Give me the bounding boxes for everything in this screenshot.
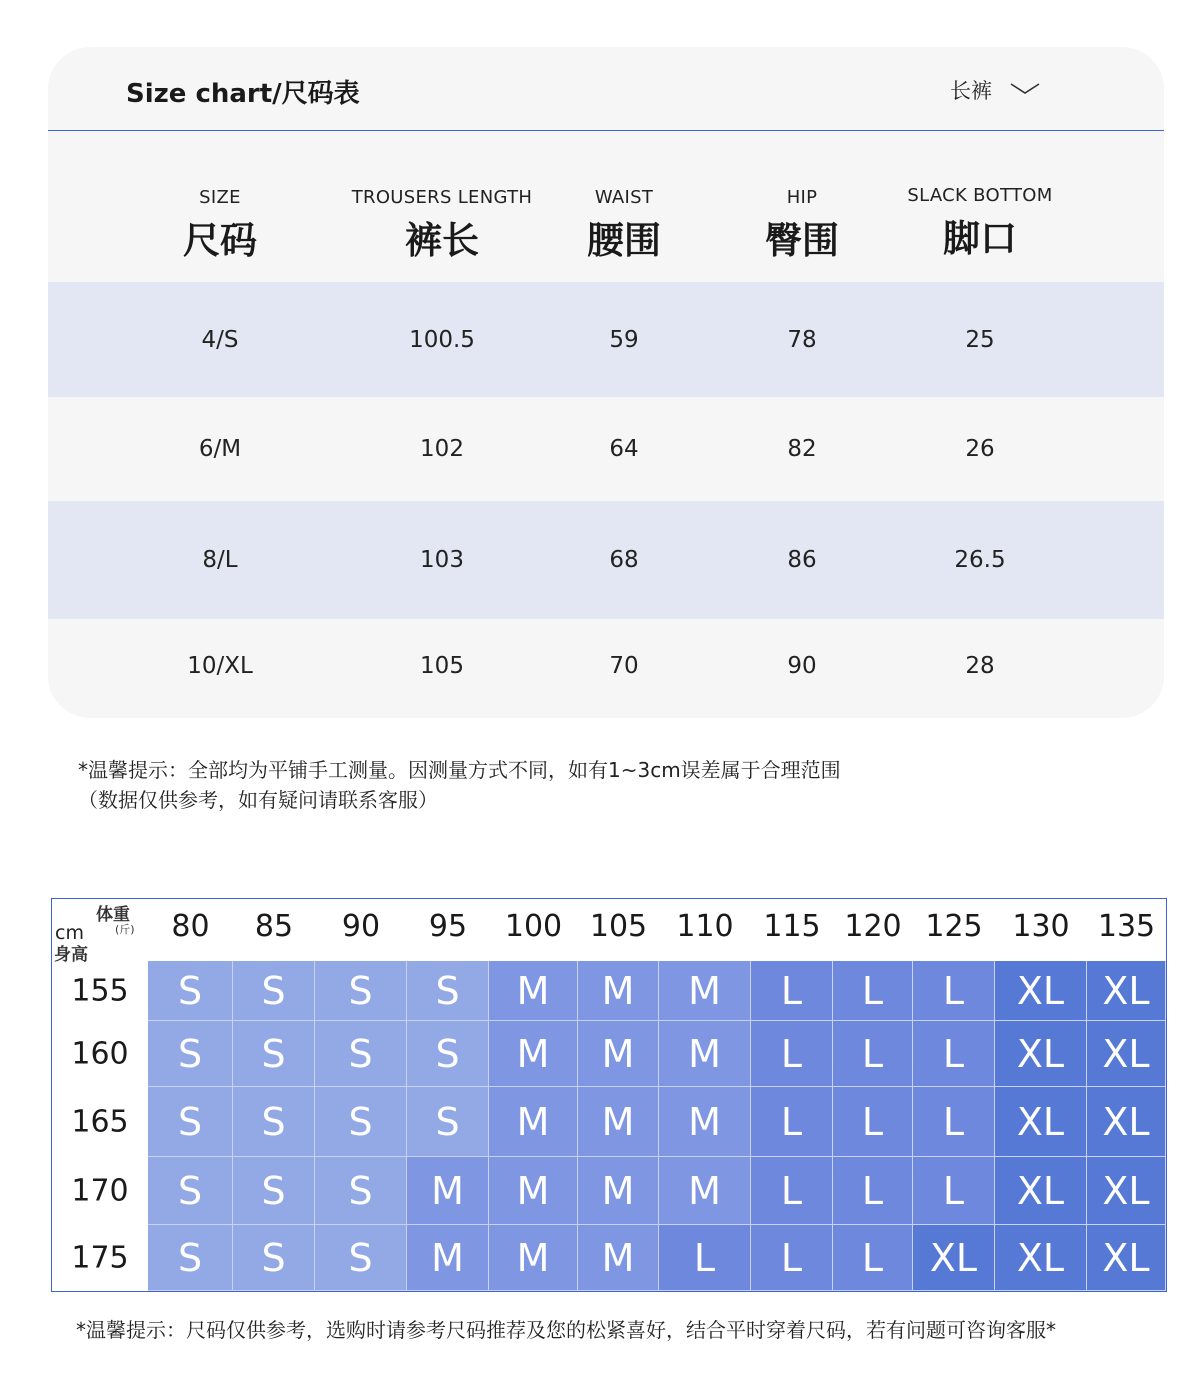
height-unit-label: cm — [55, 922, 84, 944]
weight-unit-label: (斤) — [115, 923, 135, 936]
recommended-size-cell: M — [659, 1021, 751, 1087]
recommended-size-cell: S — [233, 1021, 315, 1087]
recommended-size-cell: S — [315, 1087, 407, 1157]
height-row-label: 170 — [71, 1173, 129, 1209]
size-chart-header — [48, 47, 1164, 131]
weight-column-label: 105 — [589, 909, 648, 944]
weight-column-label: 90 — [341, 909, 381, 944]
column-header-hip: HIP 臀围 — [765, 187, 839, 262]
recommended-size-cell: S — [233, 1087, 315, 1157]
recommended-size-cell: S — [148, 1225, 233, 1291]
size-recommendation-grid — [51, 898, 1167, 1292]
weight-axis-label: 体重 — [96, 905, 130, 925]
recommended-size-cell: S — [148, 1157, 233, 1225]
recommended-size-cell: L — [751, 1021, 833, 1087]
recommended-size-cell: L — [751, 961, 833, 1021]
weight-column-label: 80 — [171, 909, 210, 944]
recommended-size-cell: S — [233, 961, 315, 1021]
recommended-size-cell: L — [913, 1157, 995, 1225]
recommended-size-cell: S — [315, 1157, 407, 1225]
recommended-size-cell: L — [751, 1157, 833, 1225]
height-row-label: 165 — [71, 1104, 129, 1140]
recommended-size-cell: M — [578, 961, 659, 1021]
garment-type-label: 长裤 — [950, 79, 992, 103]
table-row: 6/M 102 64 82 26 — [198, 436, 995, 462]
recommended-size-cell: M — [489, 1157, 578, 1225]
table-row: 4/S 100.5 59 78 25 — [48, 282, 1164, 397]
recommended-size-cell: S — [148, 1087, 233, 1157]
recommended-size-cell: M — [659, 1157, 751, 1225]
weight-column-label: 115 — [763, 909, 821, 944]
recommended-size-cell: S — [407, 961, 489, 1021]
recommended-size-cell: XL — [1087, 1225, 1166, 1291]
recommended-size-cell: M — [659, 961, 751, 1021]
measurement-note: *温馨提示：全部均为平铺手工测量。因测量方式不同，如有1~3cm误差属于合理范围 — [78, 758, 841, 782]
recommended-size-cell: XL — [1087, 1157, 1166, 1225]
recommended-size-cell: L — [833, 1021, 913, 1087]
recommended-size-cell: XL — [1087, 1021, 1166, 1087]
weight-column-label: 120 — [844, 909, 902, 944]
recommended-size-cell: S — [233, 1225, 315, 1291]
weight-column-label: 110 — [676, 909, 734, 944]
recommended-size-cell: XL — [995, 961, 1087, 1021]
column-header-slack-bottom: SLACK BOTTOM 脚口 — [907, 185, 1053, 260]
recommended-size-cell: S — [148, 961, 233, 1021]
recommended-size-cell: XL — [995, 1157, 1087, 1225]
recommended-size-cell: M — [659, 1087, 751, 1157]
recommended-size-cell: L — [751, 1087, 833, 1157]
size-chart-title: Size chart/尺码表 — [126, 79, 360, 109]
garment-type-dropdown[interactable] — [950, 75, 992, 105]
recommended-size-cell: L — [913, 1087, 995, 1157]
recommended-size-cell: S — [407, 1021, 489, 1087]
recommended-size-cell: XL — [1087, 1087, 1166, 1157]
recommended-size-cell: L — [913, 1021, 995, 1087]
recommended-size-cell: M — [489, 961, 578, 1021]
column-header-size: SIZE 尺码 — [183, 187, 257, 262]
recommended-size-cell: M — [407, 1225, 489, 1291]
table-row: 8/L 103 68 86 26.5 — [48, 501, 1164, 619]
chevron-down-icon — [1010, 83, 1040, 95]
weight-column-label: 85 — [254, 909, 294, 944]
height-row-label: 155 — [71, 973, 129, 1009]
recommended-size-cell: M — [578, 1087, 659, 1157]
recommended-size-cell: XL — [995, 1087, 1087, 1157]
recommended-size-cell: M — [578, 1157, 659, 1225]
height-row-label: 175 — [71, 1240, 129, 1276]
recommended-size-cell: L — [751, 1225, 833, 1291]
recommended-size-cell: S — [315, 1021, 407, 1087]
recommended-size-cell: S — [148, 1021, 233, 1087]
recommended-size-cell: M — [578, 1225, 659, 1291]
recommended-size-cell: XL — [995, 1021, 1087, 1087]
column-header-length: TROUSERS LENGTH 裤长 — [351, 187, 533, 262]
recommended-size-cell: M — [489, 1087, 578, 1157]
recommended-size-cell: S — [233, 1157, 315, 1225]
recommended-size-cell: S — [315, 961, 407, 1021]
column-header-waist: WAIST 腰围 — [587, 187, 661, 262]
height-row-label: 160 — [71, 1036, 129, 1072]
recommended-size-cell: L — [833, 961, 913, 1021]
weight-column-label: 95 — [428, 909, 468, 944]
recommended-size-cell: XL — [1087, 961, 1166, 1021]
recommended-size-cell: L — [913, 961, 995, 1021]
weight-column-label: 125 — [925, 909, 983, 944]
measurement-note-sub: （数据仅供参考，如有疑问请联系客服） — [78, 788, 438, 812]
recommended-size-cell: L — [833, 1225, 913, 1291]
recommended-size-cell: M — [489, 1225, 578, 1291]
weight-column-label: 100 — [504, 909, 563, 944]
table-row: 10/XL 105 70 90 28 — [187, 653, 995, 679]
size-chart-card — [48, 47, 1164, 718]
recommended-size-cell: L — [833, 1157, 913, 1225]
height-axis-label: 身高 — [54, 945, 88, 965]
recommended-size-cell: M — [407, 1157, 489, 1225]
recommended-size-cell: S — [315, 1225, 407, 1291]
weight-column-label: 130 — [1012, 909, 1070, 944]
weight-column-label: 135 — [1097, 909, 1156, 944]
recommended-size-cell: L — [659, 1225, 751, 1291]
recommendation-note: *温馨提示：尺码仅供参考，选购时请参考尺码推荐及您的松紧喜好，结合平时穿着尺码，若有问题可咨询客服* — [76, 1318, 1056, 1342]
recommended-size-cell: L — [833, 1087, 913, 1157]
recommended-size-cell: M — [489, 1021, 578, 1087]
recommended-size-cell: XL — [913, 1225, 995, 1291]
recommended-size-cell: XL — [995, 1225, 1087, 1291]
recommended-size-cell: M — [578, 1021, 659, 1087]
recommended-size-cell: S — [407, 1087, 489, 1157]
